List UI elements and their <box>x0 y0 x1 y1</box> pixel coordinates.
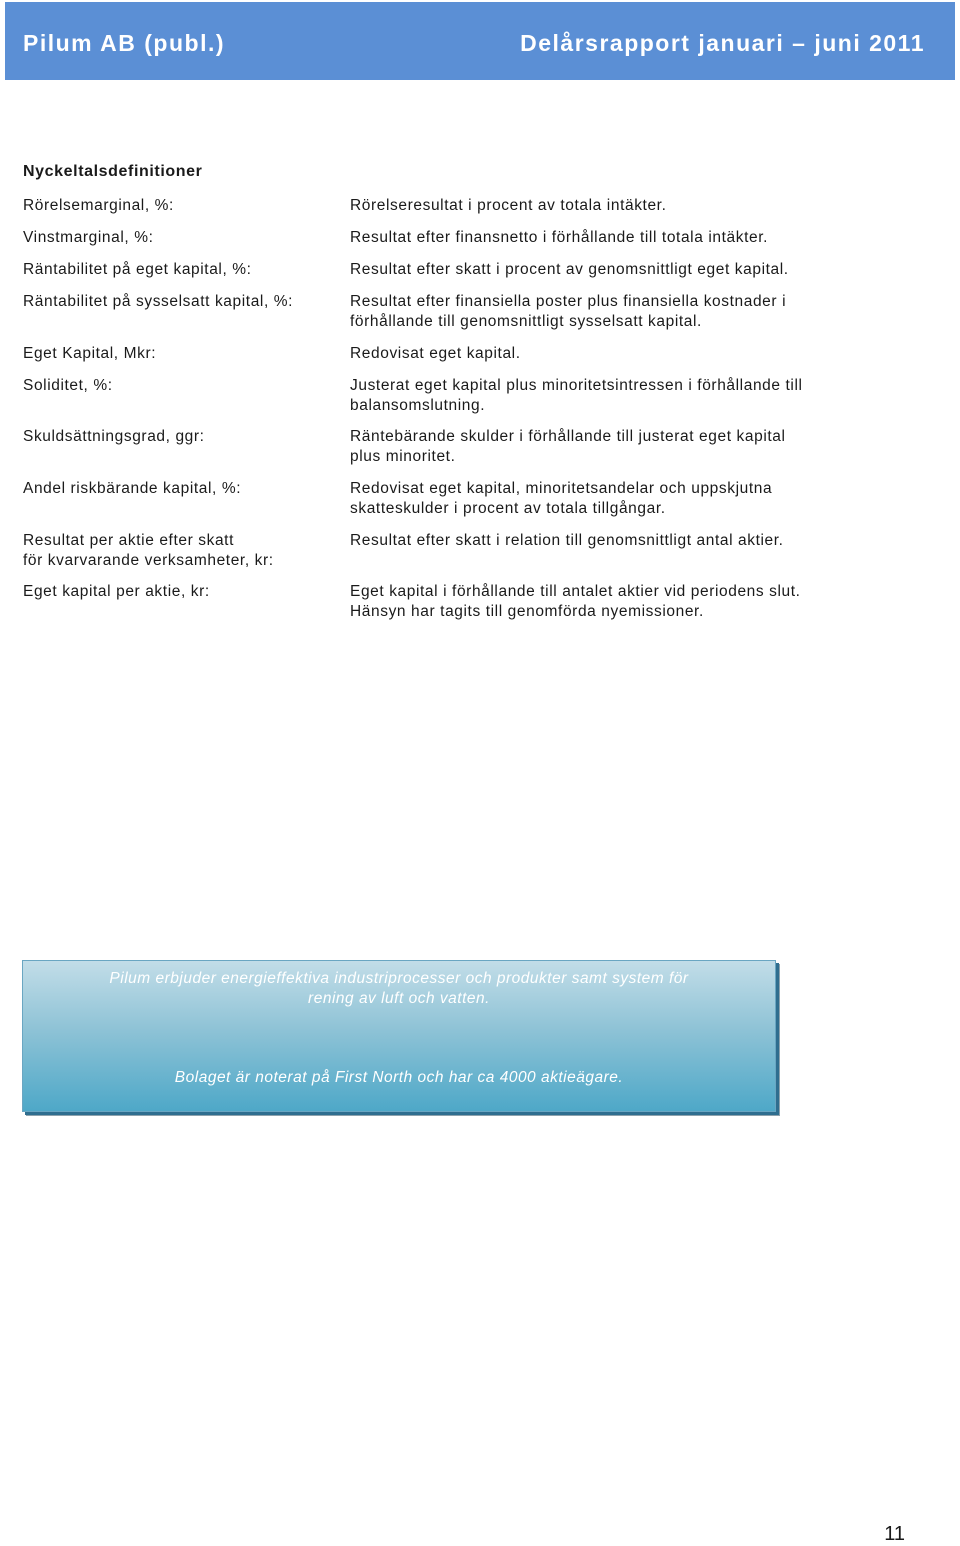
description-line: Redovisat eget kapital. <box>350 345 521 362</box>
description-line: Resultat efter finansiella poster plus finansiella kostnader i <box>350 293 787 310</box>
definition-description <box>350 344 930 364</box>
description-line: Eget kapital i förhållande till antalet aktier vid periodens slut. <box>350 583 801 600</box>
term-line: Resultat per aktie efter skatt <box>23 532 234 549</box>
definition-term <box>23 531 343 571</box>
definition-term <box>23 292 343 312</box>
term-line: Eget Kapital, Mkr: <box>23 345 157 362</box>
description-line: Rörelseresultat i procent av totala intäkter. <box>350 197 667 214</box>
description-line: Hänsyn har tagits till genomförda nyemissioner. <box>350 603 704 620</box>
info-line: rening av luft och vatten. <box>308 990 490 1007</box>
company-info-box <box>22 960 776 1112</box>
info-line: Bolaget är noterat på First North och har ca 4000 aktieägare. <box>174 1069 624 1086</box>
definition-term <box>23 344 343 364</box>
header-report-title: Delårsrapport januari – juni 2011 <box>520 30 925 56</box>
definition-term <box>23 479 343 499</box>
definition-term <box>23 376 343 396</box>
definition-term <box>23 196 343 216</box>
definition-description <box>350 196 930 216</box>
description-line: Resultat efter skatt i procent av genomsnittligt eget kapital. <box>350 261 789 278</box>
description-line: Redovisat eget kapital, minoritetsandelar och uppskjutna <box>350 480 773 497</box>
header-band <box>5 2 955 80</box>
description-line: plus minoritet. <box>350 448 456 465</box>
description-line: Räntebärande skulder i förhållande till justerat eget kapital <box>350 428 786 445</box>
page-number: 11 <box>884 1523 905 1545</box>
definition-description <box>350 531 930 551</box>
term-line: Räntabilitet på sysselsatt kapital, %: <box>23 293 294 310</box>
term-line: Skuldsättningsgrad, ggr: <box>23 428 205 445</box>
definition-description <box>350 292 930 332</box>
term-line: Vinstmarginal, %: <box>23 229 154 246</box>
term-line: Eget kapital per aktie, kr: <box>23 583 210 600</box>
definition-description <box>350 228 930 248</box>
definition-term <box>23 427 343 447</box>
term-line: för kvarvarande verksamheter, kr: <box>23 552 274 569</box>
description-line: förhållande till genomsnittligt sysselsatt kapital. <box>350 313 702 330</box>
definition-term <box>23 228 343 248</box>
definition-term <box>23 582 343 602</box>
definition-description <box>350 479 930 519</box>
description-line: balansomslutning. <box>350 397 486 414</box>
definition-description <box>350 427 930 467</box>
term-line: Rörelsemarginal, %: <box>23 197 174 214</box>
description-line: Justerat eget kapital plus minoritetsintressen i förhållande till <box>350 377 803 394</box>
definition-term <box>23 260 343 280</box>
description-line: Resultat efter skatt i relation till genomsnittligt antal aktier. <box>350 532 784 549</box>
info-line: Pilum erbjuder energieffektiva industriprocesser och produkter samt system för <box>109 970 689 987</box>
term-line: Andel riskbärande kapital, %: <box>23 480 242 497</box>
term-line: Räntabilitet på eget kapital, %: <box>23 261 252 278</box>
definition-description <box>350 582 930 622</box>
header-company: Pilum AB (publ.) <box>23 30 226 56</box>
definition-description <box>350 376 930 416</box>
term-line: Soliditet, %: <box>23 377 113 394</box>
section-heading: Nyckeltalsdefinitioner <box>23 163 203 180</box>
definition-description <box>350 260 930 280</box>
description-line: skatteskulder i procent av totala tillgångar. <box>350 500 666 517</box>
description-line: Resultat efter finansnetto i förhållande till totala intäkter. <box>350 229 769 246</box>
